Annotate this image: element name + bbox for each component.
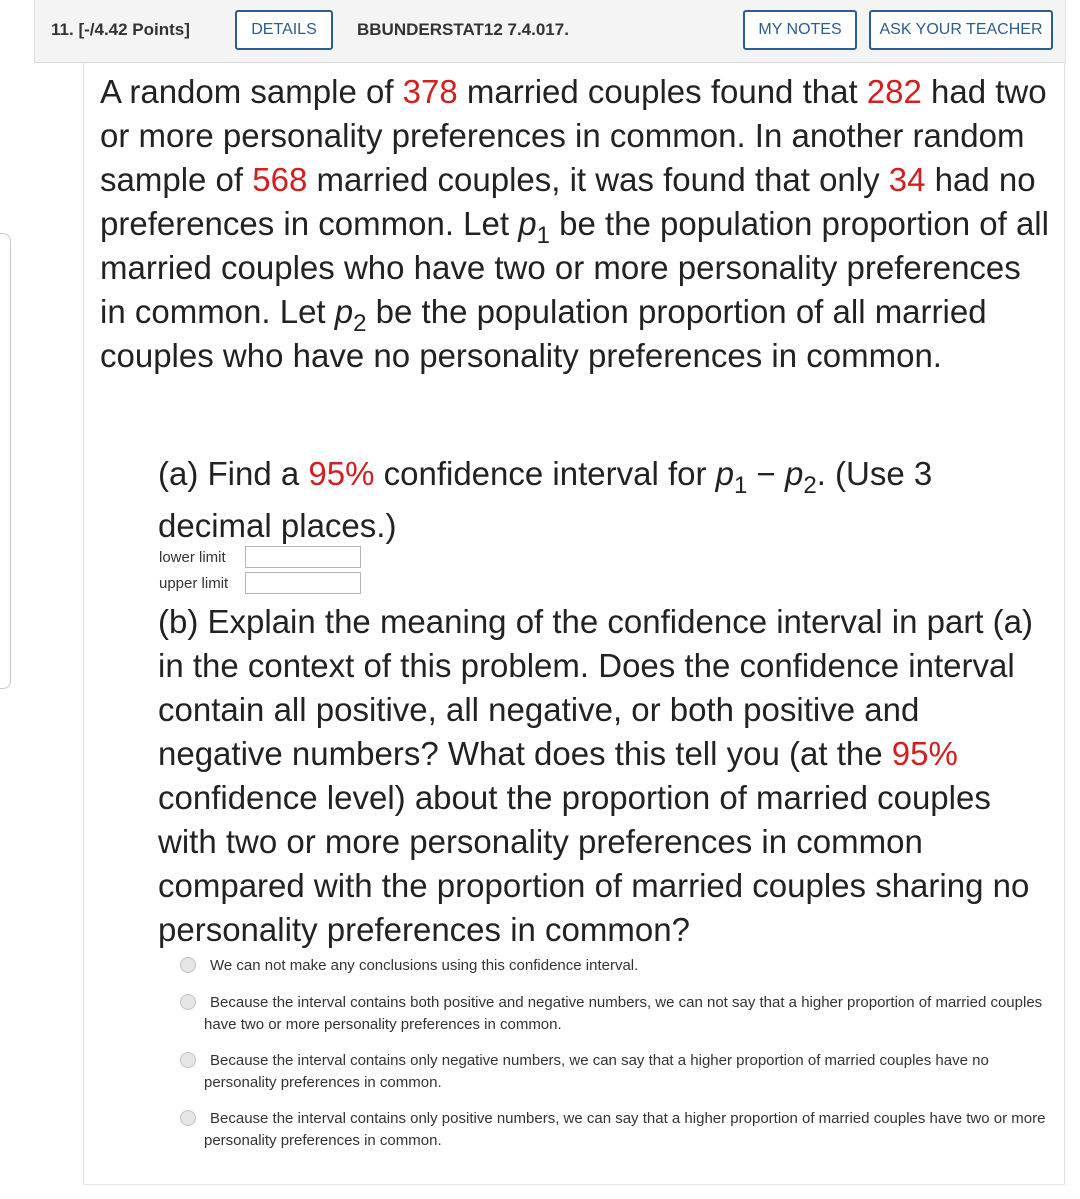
- confidence-level: 95%: [308, 455, 375, 492]
- points-label: [-/4.42 Points]: [78, 20, 190, 39]
- problem-code: BBUNDERSTAT12 7.4.017.: [357, 20, 569, 39]
- question-index: 11.: [51, 20, 74, 39]
- p2-symbol: $p_2$: [334, 293, 367, 337]
- sample1-size: 378: [402, 73, 458, 110]
- option-text: Because the interval contains only negative numbers, we can say that a higher proportion of married couples have no personality preferences in common.: [204, 1052, 989, 1091]
- p2-symbol: $p_2$: [784, 455, 817, 499]
- p1-symbol: $p_1$: [715, 455, 748, 499]
- answer-option[interactable]: [180, 992, 1050, 1036]
- sample2-size: 568: [252, 161, 308, 198]
- upper-limit-label: upper limit: [159, 574, 229, 592]
- option-text: Because the interval contains only positive numbers, we can say that a higher proportion of married couples have two or more personality preferences in common.: [204, 1110, 1046, 1149]
- upper-limit-row: [159, 570, 361, 596]
- sample1-successes: 282: [866, 73, 922, 110]
- upper-limit-input[interactable]: [245, 572, 361, 594]
- details-button[interactable]: DETAILS: [235, 10, 333, 50]
- part-b-prompt: (b) Explain the meaning of the confidence interval in part (a) in the context of this problem. Does the confidence interval contain all positive, all negative, or both positive and negative numbers? What does this tell you (at the 95% confidence level) about the proportion of married couples with two or more personality preferences in common compared with the proportion of married couples sharing no personality preferences in common?: [158, 603, 1033, 948]
- part-a-prompt: (a) Find a 95% confidence interval for $p_1 - p_2$. (Use 3 decimal places.): [158, 455, 933, 544]
- side-panel-edge: [0, 233, 11, 689]
- problem-text: had two or more personality preferences in common. In another random sample of: [100, 73, 1047, 198]
- option-text: We can not make any conclusions using this confidence interval.: [210, 957, 639, 974]
- limits-form: [159, 544, 361, 596]
- question-number: [51, 20, 190, 40]
- problem-text: be the population proportion of all married couples who have two or more personality preferences in common. Let: [100, 205, 1049, 330]
- p1-symbol: $p_1$: [518, 205, 550, 249]
- lower-limit-label: lower limit: [159, 548, 226, 566]
- ask-teacher-button[interactable]: ASK YOUR TEACHER: [869, 10, 1053, 50]
- problem-text: had no preferences in common. Let: [100, 161, 1036, 242]
- radio-button[interactable]: [180, 957, 196, 973]
- my-notes-button[interactable]: MY NOTES: [743, 10, 857, 50]
- lower-limit-input[interactable]: [245, 546, 361, 568]
- question-header: [34, 0, 1066, 63]
- problem-text: A random sample of: [100, 73, 403, 110]
- sample2-successes: 34: [888, 161, 926, 198]
- problem-statement: [100, 70, 1050, 378]
- option-text: Because the interval contains both positive and negative numbers, we can not say that a higher proportion of married couples have two or more personality preferences in common.: [204, 994, 1043, 1033]
- problem-text: married couples found that: [457, 73, 867, 110]
- radio-button[interactable]: [180, 994, 196, 1010]
- confidence-level: 95%: [891, 735, 958, 772]
- radio-button[interactable]: [180, 1052, 196, 1068]
- problem-text: be the population proportion of all married couples who have no personality preferences in common.: [100, 293, 987, 374]
- answer-option[interactable]: [180, 1108, 1050, 1152]
- radio-button[interactable]: [180, 1110, 196, 1126]
- answer-option[interactable]: [180, 955, 1050, 977]
- lower-limit-row: [159, 544, 361, 570]
- problem-text: married couples, it was found that only: [307, 161, 889, 198]
- answer-option[interactable]: [180, 1050, 1050, 1094]
